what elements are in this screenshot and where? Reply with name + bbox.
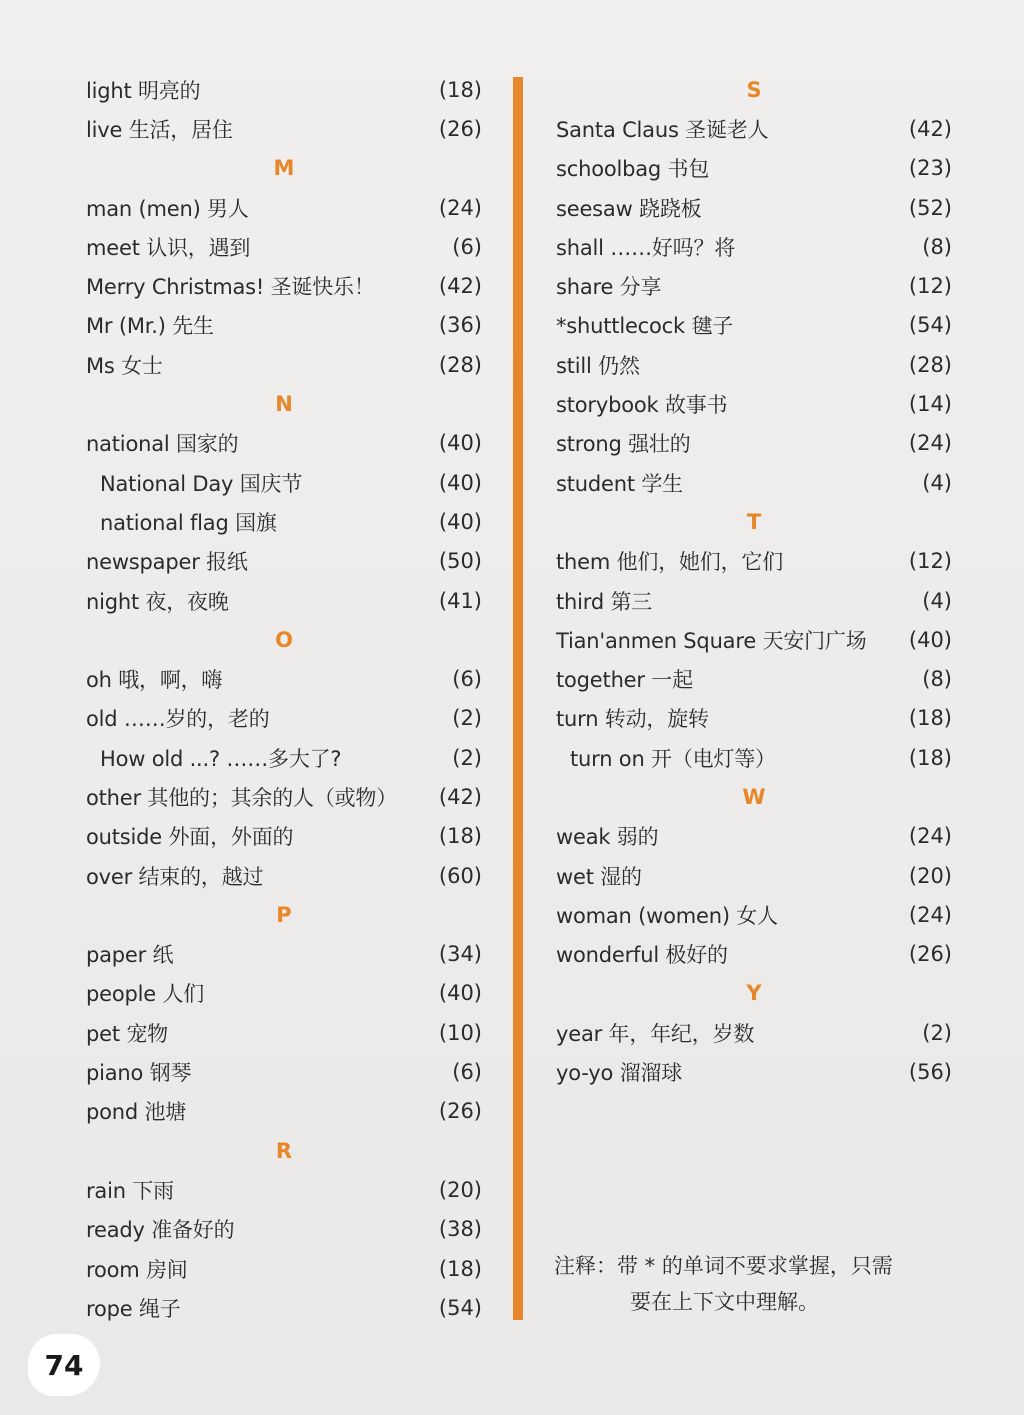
entry-word: Mr (Mr.) 先生	[86, 314, 214, 339]
entry-page-ref: (40)	[438, 431, 482, 456]
entry-page-ref: (18)	[908, 745, 952, 770]
entry-word: old ……岁的，老的	[86, 707, 270, 732]
entry-word: How old ...? ……多大了?	[100, 746, 342, 771]
entry-word: third 第三	[556, 589, 653, 614]
glossary-entry	[86, 1170, 482, 1209]
entry-word: people 人们	[86, 982, 205, 1007]
entry-page-ref: (20)	[438, 1177, 482, 1202]
glossary-entry	[556, 542, 952, 581]
entry-word: yo-yo 溜溜球	[556, 1061, 683, 1086]
entry-word: National Day 国庆节	[100, 471, 303, 496]
glossary-entry	[556, 659, 952, 698]
entry-page-ref: (54)	[438, 1295, 482, 1320]
section-letter: Y	[746, 981, 762, 1006]
entry-page-ref: (26)	[438, 1099, 482, 1124]
glossary-entry	[86, 1052, 482, 1091]
entry-word: turn on 开（电灯等）	[570, 746, 776, 771]
entry-word: pet 宠物	[86, 1021, 168, 1046]
footnote	[554, 1248, 956, 1320]
entry-page-ref: (40)	[438, 981, 482, 1006]
glossary-entry	[556, 817, 952, 856]
entry-page-ref: (38)	[438, 1217, 482, 1242]
entry-word: rain 下雨	[86, 1178, 174, 1203]
entry-word: ready 准备好的	[86, 1218, 235, 1243]
entry-page-ref: (52)	[908, 195, 952, 220]
entry-page-ref: (50)	[438, 549, 482, 574]
entry-page-ref: (6)	[452, 1060, 482, 1085]
glossary-entry	[86, 1210, 482, 1249]
entry-page-ref: (20)	[908, 863, 952, 888]
entry-word: woman (women) 女人	[556, 903, 778, 928]
entry-page-ref: (40)	[908, 627, 952, 652]
entry-word: strong 强壮的	[556, 432, 691, 457]
entry-word: year 年，年纪，岁数	[556, 1021, 755, 1046]
glossary-entry	[556, 149, 952, 188]
entry-page-ref: (12)	[908, 549, 952, 574]
glossary-entry	[86, 542, 482, 581]
entry-word: Tian'anmen Square 天安门广场	[556, 628, 867, 653]
section-letter: P	[276, 902, 292, 927]
glossary-entry	[86, 777, 482, 816]
glossary-entry	[86, 1249, 482, 1288]
entry-page-ref: (8)	[922, 667, 952, 692]
entry-page-ref: (42)	[908, 116, 952, 141]
glossary-entry	[86, 659, 482, 698]
entry-page-ref: (18)	[908, 706, 952, 731]
entry-page-ref: (41)	[438, 588, 482, 613]
entry-word: *shuttlecock 毽子	[556, 314, 734, 339]
page-number: 74	[28, 1334, 100, 1396]
glossary-entry	[86, 699, 482, 738]
section-letter: M	[273, 156, 295, 181]
entry-word: meet 认识，遇到	[86, 235, 251, 260]
entry-page-ref: (40)	[438, 470, 482, 495]
glossary-entry	[86, 1092, 482, 1131]
entry-page-ref: (18)	[438, 77, 482, 102]
glossary-entry	[86, 935, 482, 974]
entry-word: share 分享	[556, 275, 662, 300]
entry-word: wet 湿的	[556, 864, 642, 889]
entry-page-ref: (10)	[438, 1020, 482, 1045]
section-letter: R	[275, 1138, 293, 1163]
glossary-entry	[86, 345, 482, 384]
glossary-entry	[556, 109, 952, 148]
entry-page-ref: (24)	[438, 195, 482, 220]
column-divider	[513, 77, 523, 1320]
glossary-entry	[86, 1013, 482, 1052]
entry-page-ref: (2)	[452, 745, 482, 770]
entry-word: other 其他的；其余的人（或物）	[86, 785, 398, 810]
glossary-entry	[86, 856, 482, 895]
entry-word: room 房间	[86, 1257, 188, 1282]
glossary-entry	[556, 188, 952, 227]
entry-word: live 生活，居住	[86, 117, 233, 142]
entry-word: national 国家的	[86, 432, 239, 457]
entry-word: light 明亮的	[86, 78, 201, 103]
glossary-entry	[86, 463, 482, 502]
right-column	[556, 70, 952, 1092]
entry-page-ref: (34)	[438, 942, 482, 967]
glossary-entry	[556, 266, 952, 305]
entry-word: night 夜，夜晚	[86, 589, 229, 614]
section-letter: T	[746, 509, 762, 534]
entry-page-ref: (28)	[908, 352, 952, 377]
glossary-entry	[86, 817, 482, 856]
entry-page-ref: (36)	[438, 313, 482, 338]
glossary-entry	[556, 856, 952, 895]
entry-word: Merry Christmas! 圣诞快乐！	[86, 275, 375, 300]
glossary-entry	[556, 581, 952, 620]
glossary-entry	[86, 424, 482, 463]
glossary-entry	[556, 1052, 952, 1091]
section-letter: W	[742, 784, 766, 809]
glossary-entry	[556, 1013, 952, 1052]
glossary-entry	[86, 188, 482, 227]
entry-word: paper 纸	[86, 943, 174, 968]
glossary-entry	[556, 935, 952, 974]
glossary-entry	[86, 738, 482, 777]
entry-page-ref: (56)	[908, 1060, 952, 1085]
glossary-entry	[556, 699, 952, 738]
entry-page-ref: (24)	[908, 902, 952, 927]
entry-word: newspaper 报纸	[86, 550, 248, 575]
entry-page-ref: (60)	[438, 863, 482, 888]
glossary-entry	[86, 227, 482, 266]
entry-page-ref: (2)	[922, 1020, 952, 1045]
glossary-entry	[556, 620, 952, 659]
glossary-entry	[86, 581, 482, 620]
entry-page-ref: (54)	[908, 313, 952, 338]
glossary-entry	[86, 306, 482, 345]
section-letter: O	[275, 627, 293, 652]
entry-page-ref: (14)	[908, 392, 952, 417]
entry-page-ref: (12)	[908, 274, 952, 299]
entry-word: still 仍然	[556, 353, 640, 378]
glossary-entry	[556, 345, 952, 384]
glossary-entry	[86, 266, 482, 305]
entry-page-ref: (42)	[438, 784, 482, 809]
glossary-entry	[86, 1288, 482, 1327]
entry-word: man (men) 男人	[86, 196, 249, 221]
entry-page-ref: (18)	[438, 1256, 482, 1281]
entry-page-ref: (24)	[908, 824, 952, 849]
entry-word: rope 绳子	[86, 1296, 181, 1321]
footnote-line-2: 要在上下文中理解。	[630, 1290, 819, 1314]
entry-word: outside 外面，外面的	[86, 825, 294, 850]
glossary-entry	[556, 895, 952, 934]
entry-page-ref: (23)	[908, 156, 952, 181]
entry-word: pond 池塘	[86, 1100, 187, 1125]
glossary-entry	[556, 738, 952, 777]
entry-word: piano 钢琴	[86, 1061, 192, 1086]
left-column	[86, 70, 482, 1328]
entry-page-ref: (42)	[438, 274, 482, 299]
footnote-line-1: 注释：带 * 的单词不要求掌握，只需	[554, 1254, 893, 1278]
entry-page-ref: (4)	[922, 470, 952, 495]
entry-word: national flag 国旗	[100, 510, 277, 535]
entry-word: student 学生	[556, 471, 683, 496]
entry-page-ref: (6)	[452, 234, 482, 259]
entry-word: Santa Claus 圣诞老人	[556, 117, 769, 142]
entry-word: weak 弱的	[556, 825, 659, 850]
entry-word: oh 哦，啊，嗨	[86, 668, 223, 693]
entry-word: turn 转动，旋转	[556, 707, 709, 732]
entry-word: them 他们，她们，它们	[556, 550, 783, 575]
glossary-entry	[556, 227, 952, 266]
entry-page-ref: (26)	[438, 116, 482, 141]
entry-page-ref: (2)	[452, 706, 482, 731]
entry-page-ref: (18)	[438, 824, 482, 849]
glossary-entry	[86, 109, 482, 148]
entry-page-ref: (8)	[922, 234, 952, 259]
entry-page-ref: (26)	[908, 942, 952, 967]
glossary-entry	[556, 424, 952, 463]
entry-word: wonderful 极好的	[556, 943, 728, 968]
glossary-entry	[86, 502, 482, 541]
entry-page-ref: (40)	[438, 509, 482, 534]
entry-page-ref: (6)	[452, 667, 482, 692]
entry-word: storybook 故事书	[556, 393, 728, 418]
glossary-entry	[556, 306, 952, 345]
entry-page-ref: (4)	[922, 588, 952, 613]
entry-word: together 一起	[556, 668, 693, 693]
entry-word: schoolbag 书包	[556, 157, 710, 182]
glossary-entry	[556, 384, 952, 423]
entry-word: Ms 女士	[86, 353, 163, 378]
entry-page-ref: (24)	[908, 431, 952, 456]
section-letter: S	[746, 77, 762, 102]
glossary-entry	[86, 974, 482, 1013]
entry-page-ref: (28)	[438, 352, 482, 377]
entry-word: seesaw 跷跷板	[556, 196, 702, 221]
glossary-entry	[86, 70, 482, 109]
entry-word: over 结束的，越过	[86, 864, 264, 889]
section-letter: N	[275, 392, 293, 417]
entry-word: shall ……好吗？将	[556, 235, 736, 260]
glossary-entry	[556, 463, 952, 502]
